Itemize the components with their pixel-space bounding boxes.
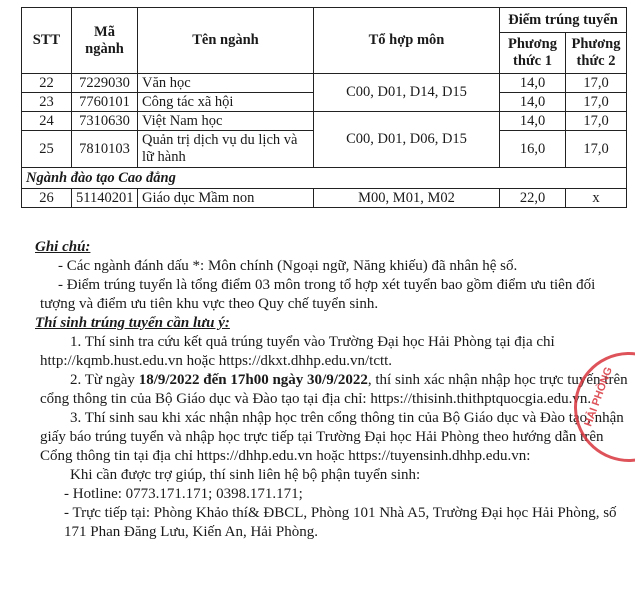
cell-stt: 23 [22,93,72,112]
cell-method1: 22,0 [500,189,566,208]
cell-name: Văn học [138,74,314,93]
notes-section [35,238,630,542]
cell-code: 51140201 [72,189,138,208]
notes-heading: Ghi chú: [35,239,91,255]
cell-code: 7310630 [72,112,138,131]
stamp-text: HẢI PHÒNG [582,365,615,429]
note-1: - Các ngành đánh dấu *: Môn chính (Ngoại ngữ, Năng khiếu) đã nhân hệ số. [58,258,518,274]
cell-stt: 22 [22,74,72,93]
table-row [22,189,627,208]
admission-scores-table [21,7,627,208]
cell-code: 7810103 [72,131,138,168]
help-text: Khi cần được trợ giúp, thí sinh liên hệ bộ phận tuyển sinh: [70,467,421,483]
cell-method2: 17,0 [566,74,627,93]
cell-method2: x [566,189,627,208]
cell-code: 7760101 [72,93,138,112]
cell-method2: 17,0 [566,112,627,131]
cell-name: Công tác xã hội [138,93,314,112]
instructions-heading: Thí sinh trúng tuyển cần lưu ý: [35,315,230,331]
cell-method2: 17,0 [566,131,627,168]
cell-combo: C00, D01, D14, D15 [314,74,500,112]
header-score: Điểm trúng tuyển [500,8,627,33]
cell-name: Giáo dục Mầm non [138,189,314,208]
header-method2: Phương thức 2 [566,33,627,74]
hotline: - Hotline: 0773.171.171; 0398.171.171; [64,486,303,502]
note-2: - Điểm trúng tuyển là tổng điểm 03 môn trong tổ hợp xét tuyển bao gồm điểm ưu tiên đối tượng và điểm ưu tiên khu vực theo Quy chế tuyển sinh. [40,277,596,312]
cell-code: 7229030 [72,74,138,93]
cell-stt: 24 [22,112,72,131]
header-method1: Phương thức 1 [500,33,566,74]
cell-stt: 26 [22,189,72,208]
section-row [22,168,627,189]
table-row [22,74,627,93]
header-name: Tên ngành [138,8,314,74]
cell-method2: 17,0 [566,93,627,112]
cell-name: Việt Nam học [138,112,314,131]
cell-method1: 14,0 [500,112,566,131]
cell-method1: 14,0 [500,93,566,112]
cell-name: Quản trị dịch vụ du lịch và lữ hành [138,131,314,168]
cell-combo: M00, M01, M02 [314,189,500,208]
instruction-2-prefix: 2. Từ ngày [70,372,139,388]
section-title: Ngành đào tạo Cao đẳng [22,168,627,189]
direct-contact: - Trực tiếp tại: Phòng Khảo thí& ĐBCL, Phòng 101 Nhà A5, Trường Đại học Hải Phòng, số 171 Phan Đăng Lưu, Kiến An, Hải Phòng. [64,505,617,540]
header-stt: STT [22,8,72,74]
header-code: Mã ngành [72,8,138,74]
instruction-2-dates: 18/9/2022 đến 17h00 ngày 30/9/2022 [138,372,368,388]
instruction-2-suffix: , thí sinh xác nhận nhập học trực tuyến trên cổng thông tin của Bộ Giáo dục và Đào tạo tại địa chỉ: https://thisinh.thithptquocgia.edu.vn. [40,372,628,407]
table-row [22,112,627,131]
instruction-3: 3. Thí sinh sau khi xác nhận nhập học trên cổng thông tin của Bộ Giáo dục và Đào tạo, nhận giấy báo trúng tuyển và nhập học trực tiếp tại Trường Đại học Hải Phòng theo hướng dẫn trên Cổng thông tin tại địa chỉ https://dhhp.edu.vn hoặc https://tuyensinh.dhhp.edu.vn: [40,410,624,464]
cell-method1: 14,0 [500,74,566,93]
instruction-2 [40,371,630,409]
header-combo: Tổ hợp môn [314,8,500,74]
cell-stt: 25 [22,131,72,168]
cell-method1: 16,0 [500,131,566,168]
cell-combo: C00, D01, D06, D15 [314,112,500,168]
instruction-1: 1. Thí sinh tra cứu kết quả trúng tuyển vào Trường Đại học Hải Phòng tại địa chỉ http://kqmb.hust.edu.vn hoặc https://dkxt.dhhp.edu.vn/tctt. [40,334,555,369]
